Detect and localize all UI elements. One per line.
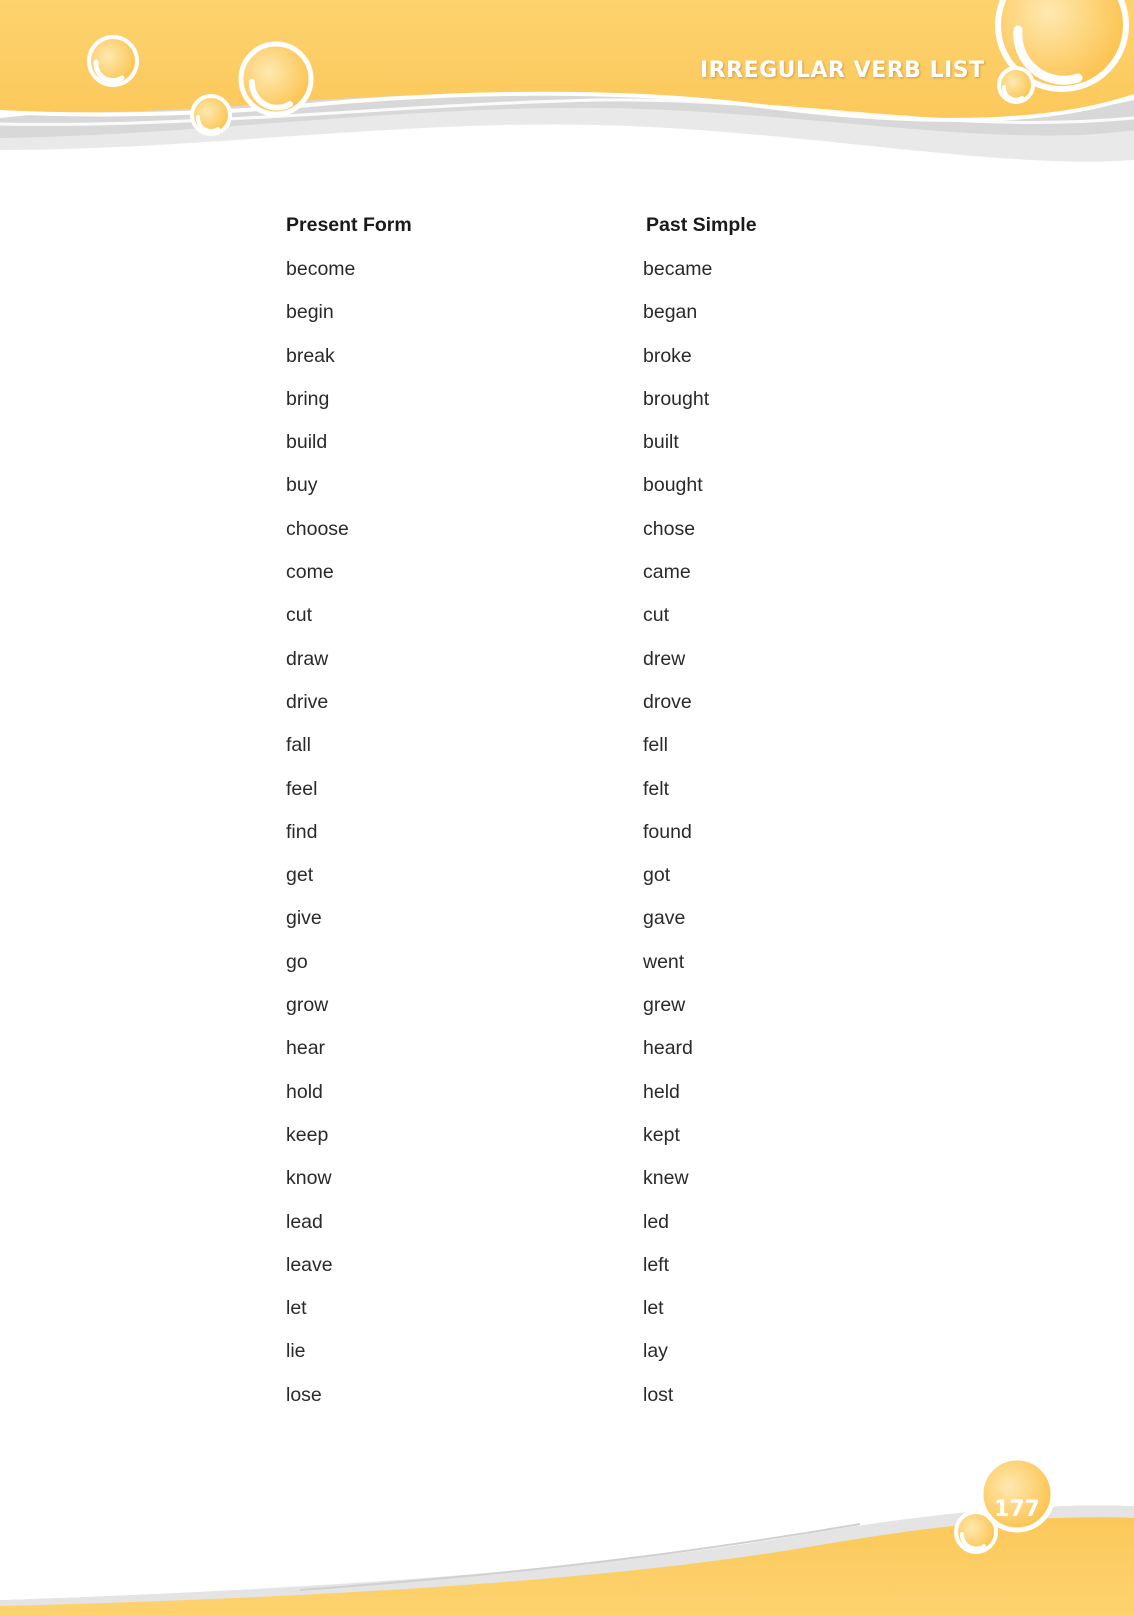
table-row [286,301,886,344]
present-form-cell: come [286,561,334,584]
past-simple-cell: lost [643,1383,674,1406]
present-form-cell: begin [286,301,334,324]
present-form-cell: bring [286,387,330,410]
table-row [286,691,886,734]
table-row [286,431,886,474]
present-form-cell: lie [286,1340,306,1363]
past-simple-cell: left [643,1253,670,1276]
past-simple-cell: built [643,431,679,454]
past-simple-cell: heard [643,1037,693,1060]
bubble-icon [192,96,230,134]
present-form-cell: choose [286,517,349,540]
present-form-cell: grow [286,994,329,1017]
past-simple-cell: chose [643,517,696,540]
page-number: 177 [994,1497,1040,1522]
past-simple-cell: broke [643,344,692,367]
table-row [286,518,886,561]
header-band-decoration [0,0,1134,200]
past-simple-cell: let [643,1297,664,1320]
table-row [286,951,886,994]
past-simple-cell: lay [643,1340,668,1363]
footer-band-decoration [0,1440,1134,1616]
present-form-cell: find [286,820,318,843]
present-form-cell: lose [286,1383,322,1406]
table-row [286,1384,886,1427]
present-form-cell: draw [286,647,329,670]
bubble-icon [241,44,311,114]
table-row [286,258,886,301]
present-form-cell: become [286,258,356,280]
table-row [286,604,886,647]
past-simple-cell: fell [643,734,668,757]
present-form-cell: give [286,907,322,930]
past-simple-cell: bought [643,474,703,497]
table-row [286,474,886,517]
past-simple-cell: became [643,258,713,280]
past-simple-cell: led [643,1210,670,1233]
bubble-icon [89,37,137,85]
table-row [286,864,886,907]
past-simple-cell: felt [643,777,670,800]
column-header-past-simple: Past Simple [646,214,757,236]
table-row [286,1211,886,1254]
past-simple-cell: grew [643,994,686,1017]
table-row [286,734,886,777]
table-row [286,1081,886,1124]
table-row [286,648,886,691]
table-row [286,994,886,1037]
past-simple-cell: brought [643,387,710,410]
present-form-cell: leave [286,1253,333,1276]
table-row [286,388,886,431]
table-row [286,561,886,604]
past-simple-cell: kept [643,1123,680,1146]
column-header-present-form: Present Form [286,214,412,236]
present-form-cell: build [286,431,328,454]
table-row [286,1124,886,1167]
past-simple-cell: went [643,950,685,973]
present-form-cell: go [286,950,308,973]
past-simple-cell: held [643,1080,680,1103]
past-simple-cell: drove [643,690,692,713]
table-row [286,345,886,388]
past-simple-cell: found [643,820,692,843]
past-simple-cell: began [643,301,698,324]
irregular-verb-table [286,214,886,1427]
past-simple-cell: knew [643,1167,689,1190]
table-row [286,1254,886,1297]
present-form-cell: fall [286,734,311,757]
present-form-cell: drive [286,690,329,713]
present-form-cell: keep [286,1123,329,1146]
table-header-row [286,214,886,258]
table-row [286,1340,886,1383]
table-row [286,1297,886,1340]
present-form-cell: know [286,1167,332,1190]
present-form-cell: buy [286,474,318,497]
present-form-cell: let [286,1297,307,1320]
past-simple-cell: drew [643,647,686,670]
page-header-title: IRREGULAR VERB LIST [700,58,985,83]
present-form-cell: cut [286,604,313,627]
table-row [286,1167,886,1210]
present-form-cell: hold [286,1080,323,1103]
table-row [286,778,886,821]
table-row [286,821,886,864]
past-simple-cell: gave [643,907,686,930]
past-simple-cell: came [643,561,691,584]
present-form-cell: break [286,344,335,367]
past-simple-cell: got [643,864,671,887]
table-row [286,907,886,950]
present-form-cell: get [286,864,314,887]
past-simple-cell: cut [643,604,670,627]
table-row [286,1037,886,1080]
bubble-icon [999,68,1033,102]
present-form-cell: hear [286,1037,326,1060]
present-form-cell: feel [286,777,318,800]
present-form-cell: lead [286,1210,323,1233]
